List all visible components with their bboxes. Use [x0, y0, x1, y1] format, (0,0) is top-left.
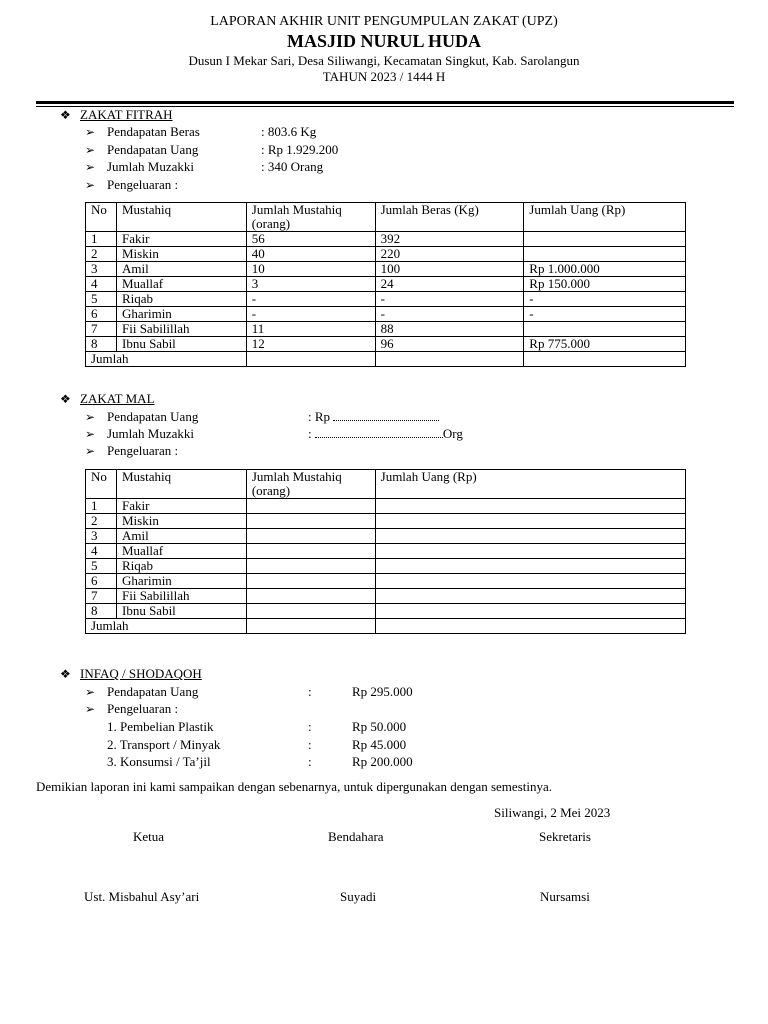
table-cell [524, 352, 686, 367]
colon: : [308, 684, 312, 699]
table-cell: 392 [375, 232, 524, 247]
total-label: Jumlah [86, 352, 247, 367]
table-cell: - [375, 292, 524, 307]
fitrah-item-label: Pendapatan Uang [107, 142, 199, 157]
arrow-bullet-icon: ➢ [85, 702, 96, 716]
table-cell: 2 [86, 514, 117, 529]
mal-item-label: Jumlah Muzakki [107, 426, 195, 441]
signature-name-bendahara: Suyadi [340, 889, 377, 904]
table-cell: Rp 775.000 [524, 337, 686, 352]
table-row [86, 262, 686, 277]
table-cell [246, 499, 375, 514]
infaq-income-value: Rp 295.000 [352, 684, 413, 699]
header-cell: No [86, 470, 117, 499]
table-cell: 8 [86, 337, 117, 352]
table-cell [375, 559, 685, 574]
arrow-bullet-icon: ➢ [85, 427, 96, 441]
table-cell: Miskin [116, 514, 246, 529]
report-title: LAPORAN AKHIR UNIT PENGUMPULAN ZAKAT (UPZ) [210, 14, 558, 29]
table-cell [246, 514, 375, 529]
diamond-bullet-icon: ❖ [60, 392, 71, 406]
table-cell: 56 [246, 232, 375, 247]
table-row [86, 337, 686, 352]
table-cell [246, 604, 375, 619]
table-cell: 100 [375, 262, 524, 277]
table-cell: Fakir [116, 499, 246, 514]
table-cell: 6 [86, 307, 117, 322]
table-cell: 1 [86, 232, 117, 247]
section-title-zakat-mal: ZAKAT MAL [80, 391, 155, 406]
table-row [86, 544, 686, 559]
section-title-zakat-fitrah: ZAKAT FITRAH [80, 107, 173, 122]
table-row [86, 322, 686, 337]
table-cell: - [246, 292, 375, 307]
infaq-expense-value: Rp 200.000 [352, 754, 413, 769]
mal-item-label: Pendapatan Uang [107, 409, 199, 424]
arrow-bullet-icon: ➢ [85, 685, 96, 699]
table-cell: 5 [86, 292, 117, 307]
header-cell: Jumlah Mustahiq (orang) [246, 203, 375, 232]
mal-item-value: : Rp [308, 409, 439, 425]
header-cell: Jumlah Uang (Rp) [375, 470, 685, 499]
mal-item-value: : Org [308, 426, 463, 441]
table-cell: Amil [116, 262, 246, 277]
year: TAHUN 2023 / 1444 H [322, 69, 446, 84]
header-cell: Mustahiq [116, 470, 246, 499]
colon: : [308, 754, 312, 769]
signature-name-sekretaris: Nursamsi [540, 889, 590, 904]
diamond-bullet-icon: ❖ [60, 108, 71, 122]
signature-role-bendahara: Bendahara [328, 829, 384, 844]
table-cell: 10 [246, 262, 375, 277]
table-cell: 3 [246, 277, 375, 292]
zakat-fitrah-table [85, 202, 686, 367]
section-title-infaq: INFAQ / SHODAQOH [80, 666, 202, 681]
table-cell: 88 [375, 322, 524, 337]
table-row [86, 574, 686, 589]
table-cell: 7 [86, 322, 117, 337]
table-cell [375, 619, 685, 634]
table-row [86, 589, 686, 604]
header-cell: Jumlah Uang (Rp) [524, 203, 686, 232]
table-cell: 12 [246, 337, 375, 352]
colon: : [308, 719, 312, 734]
table-cell [375, 352, 524, 367]
header-cell: Jumlah Beras (Kg) [375, 203, 524, 232]
table-cell: Riqab [116, 559, 246, 574]
header-divider [36, 101, 734, 104]
table-cell [246, 544, 375, 559]
table-cell: Fii Sabilillah [116, 322, 246, 337]
table-cell [246, 352, 375, 367]
table-cell: 5 [86, 559, 117, 574]
table-cell [375, 529, 685, 544]
table-cell: Muallaf [116, 277, 246, 292]
table-cell [375, 574, 685, 589]
table-cell: - [524, 292, 686, 307]
signature-role-sekretaris: Sekretaris [539, 829, 591, 844]
table-cell [246, 559, 375, 574]
header-cell: Jumlah Mustahiq (orang) [246, 470, 375, 499]
infaq-expense-item: 3. Konsumsi / Ta’jil [107, 754, 211, 769]
table-total-row [86, 352, 686, 367]
table-cell: Amil [116, 529, 246, 544]
table-cell: Muallaf [116, 544, 246, 559]
table-total-row [86, 619, 686, 634]
table-cell: Rp 150.000 [524, 277, 686, 292]
table-cell: Rp 1.000.000 [524, 262, 686, 277]
table-cell: 40 [246, 247, 375, 262]
table-cell [375, 544, 685, 559]
total-label: Jumlah [86, 619, 247, 634]
table-row [86, 307, 686, 322]
table-cell [524, 322, 686, 337]
table-cell: 4 [86, 544, 117, 559]
table-cell: 4 [86, 277, 117, 292]
table-row [86, 247, 686, 262]
table-cell: 220 [375, 247, 524, 262]
table-cell: Ibnu Sabil [116, 337, 246, 352]
arrow-bullet-icon: ➢ [85, 410, 96, 424]
arrow-bullet-icon: ➢ [85, 178, 96, 192]
table-cell: Fakir [116, 232, 246, 247]
table-cell [524, 232, 686, 247]
table-cell [524, 247, 686, 262]
table-cell: 3 [86, 529, 117, 544]
table-cell [246, 589, 375, 604]
colon: : [308, 737, 312, 752]
table-cell: Riqab [116, 292, 246, 307]
fitrah-item-value: : Rp 1.929.200 [261, 142, 339, 157]
infaq-expense-item: 2. Transport / Minyak [107, 737, 221, 752]
table-header-row [86, 203, 686, 232]
zakat-mal-table [85, 469, 686, 634]
mosque-name: MASJID NURUL HUDA [286, 31, 481, 51]
table-cell: 2 [86, 247, 117, 262]
fitrah-item-label: Pendapatan Beras [107, 124, 200, 139]
table-cell: - [375, 307, 524, 322]
table-row [86, 292, 686, 307]
table-cell [375, 589, 685, 604]
table-cell [246, 619, 375, 634]
table-cell [246, 529, 375, 544]
header-cell: Mustahiq [116, 203, 246, 232]
table-cell: - [246, 307, 375, 322]
table-cell [246, 574, 375, 589]
closing-statement: Demikian laporan ini kami sampaikan dengan sebenarnya, untuk dipergunakan dengan semestinya. [36, 779, 552, 794]
place-date: Siliwangi, 2 Mei 2023 [494, 805, 611, 820]
table-cell: 8 [86, 604, 117, 619]
table-cell: Gharimin [116, 307, 246, 322]
table-row [86, 277, 686, 292]
table-row [86, 514, 686, 529]
table-cell: 11 [246, 322, 375, 337]
infaq-expense-item: 1. Pembelian Plastik [107, 719, 214, 734]
arrow-bullet-icon: ➢ [85, 160, 96, 174]
arrow-bullet-icon: ➢ [85, 143, 96, 157]
infaq-expense-value: Rp 50.000 [352, 719, 407, 734]
infaq-income-label: Pendapatan Uang [107, 684, 199, 699]
table-cell: Gharimin [116, 574, 246, 589]
header-cell: No [86, 203, 117, 232]
infaq-expense-value: Rp 45.000 [352, 737, 407, 752]
table-cell: Miskin [116, 247, 246, 262]
table-cell: - [524, 307, 686, 322]
fitrah-item-label: Jumlah Muzakki [107, 159, 195, 174]
table-cell: 24 [375, 277, 524, 292]
arrow-bullet-icon: ➢ [85, 444, 96, 458]
table-row [86, 604, 686, 619]
table-row [86, 529, 686, 544]
table-row [86, 232, 686, 247]
arrow-bullet-icon: ➢ [85, 125, 96, 139]
table-cell: 7 [86, 589, 117, 604]
table-row [86, 559, 686, 574]
fitrah-item-value: : 803.6 Kg [261, 124, 317, 139]
table-cell: Fii Sabilillah [116, 589, 246, 604]
table-cell [375, 514, 685, 529]
table-row [86, 499, 686, 514]
table-cell [375, 604, 685, 619]
table-cell: Ibnu Sabil [116, 604, 246, 619]
fitrah-item-value: : 340 Orang [261, 159, 324, 174]
mal-item-label: Pengeluaran : [107, 443, 179, 458]
address: Dusun I Mekar Sari, Desa Siliwangi, Kecamatan Singkut, Kab. Sarolangun [188, 53, 580, 68]
table-cell: 1 [86, 499, 117, 514]
signature-name-ketua: Ust. Misbahul Asy’ari [84, 889, 200, 904]
diamond-bullet-icon: ❖ [60, 667, 71, 681]
table-cell: 96 [375, 337, 524, 352]
table-cell: 6 [86, 574, 117, 589]
infaq-expense-label: Pengeluaran : [107, 701, 179, 716]
fitrah-item-label: Pengeluaran : [107, 177, 179, 192]
signature-role-ketua: Ketua [133, 829, 165, 844]
table-header-row [86, 470, 686, 499]
table-cell: 3 [86, 262, 117, 277]
table-cell [375, 499, 685, 514]
